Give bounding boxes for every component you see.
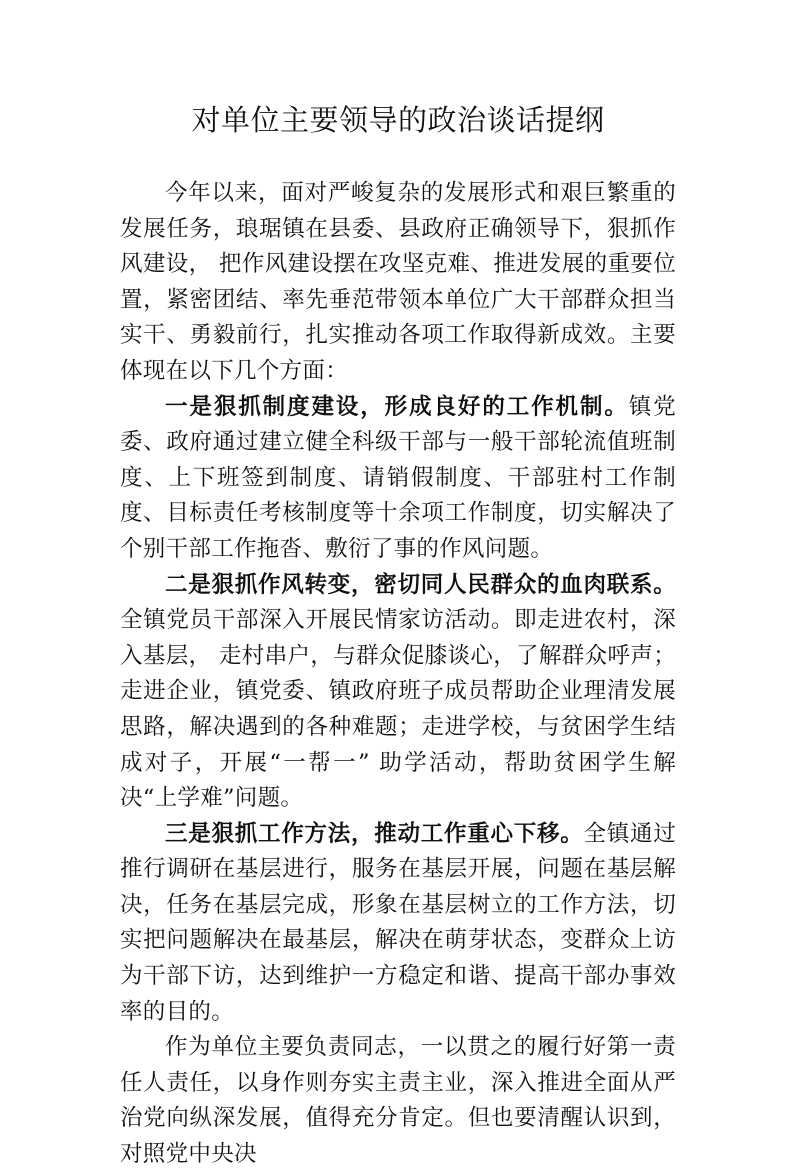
paragraph-text: 全镇党员干部深入开展民情家访活动。即走进农村，深入基层， 走村串户，与群众促膝谈心，了解群众呼声；走进企业，镇党委、镇政府班子成员帮助企业理清发展思路，解决遇到的各种难题；走进学校，与贫困学生结成对子，开展“一帮一” 助学活动，帮助贫困学生解决“上学难”问题。 bbox=[120, 607, 676, 812]
paragraph-text: 今年以来，面对严峻复杂的发展形式和艰巨繁重的发展任务，琅琚镇在县委、县政府正确领导下，狠抓作风建设， 把作风建设摆在攻坚克难、推进发展的重要位置，紧密团结、率先垂范带领本单位广大干部群众担当实干、勇毅前行，扎实推动各项工作取得新成效。主要体现在以下几个方面： bbox=[120, 180, 676, 384]
document-body bbox=[120, 176, 676, 1173]
paragraph-text: 全镇通过推行调研在基层进行，服务在基层开展，问题在基层解决，任务在基层完成，形象在基层树立的工作方法，切实把问题解决在最基层，解决在萌芽状态，变群众上访为干部下访，达到维护一方稳定和谐、提高干部办事效率的目的。 bbox=[120, 820, 676, 1025]
point-three-heading: 三是狠抓工作方法，推动工作重心下移。 bbox=[165, 820, 584, 847]
paragraph-text: 镇党委、政府通过建立健全科级干部与一般干部轮流值班制度、上下班签到制度、请销假制度、干部驻村工作制度、目标责任考核制度等十余项工作制度，切实解决了个别干部工作拖沓、敷衍了事的作风问题。 bbox=[120, 393, 676, 562]
point-two-heading: 二是狠抓作风转变，密切同人民群众的血肉联系。 bbox=[165, 571, 676, 598]
point-one-heading: 一是狠抓制度建设，形成良好的工作机制。 bbox=[165, 393, 629, 420]
document-title: 对单位主要领导的政治谈话提纲 bbox=[191, 103, 605, 137]
point-one-paragraph bbox=[120, 390, 676, 568]
intro-paragraph bbox=[120, 176, 676, 390]
point-two-paragraph bbox=[120, 568, 676, 817]
paragraph-text: 作为单位主要负责同志，一以贯之的履行好第一责任人责任，以身作则夯实主责主业，深入推进全面从严治党向纵深发展，值得充分肯定。但也要清醒认识到，对照党中央决 bbox=[120, 1034, 676, 1168]
point-three-paragraph bbox=[120, 817, 676, 1031]
responsibility-paragraph bbox=[120, 1030, 676, 1172]
document-page bbox=[120, 92, 676, 1173]
